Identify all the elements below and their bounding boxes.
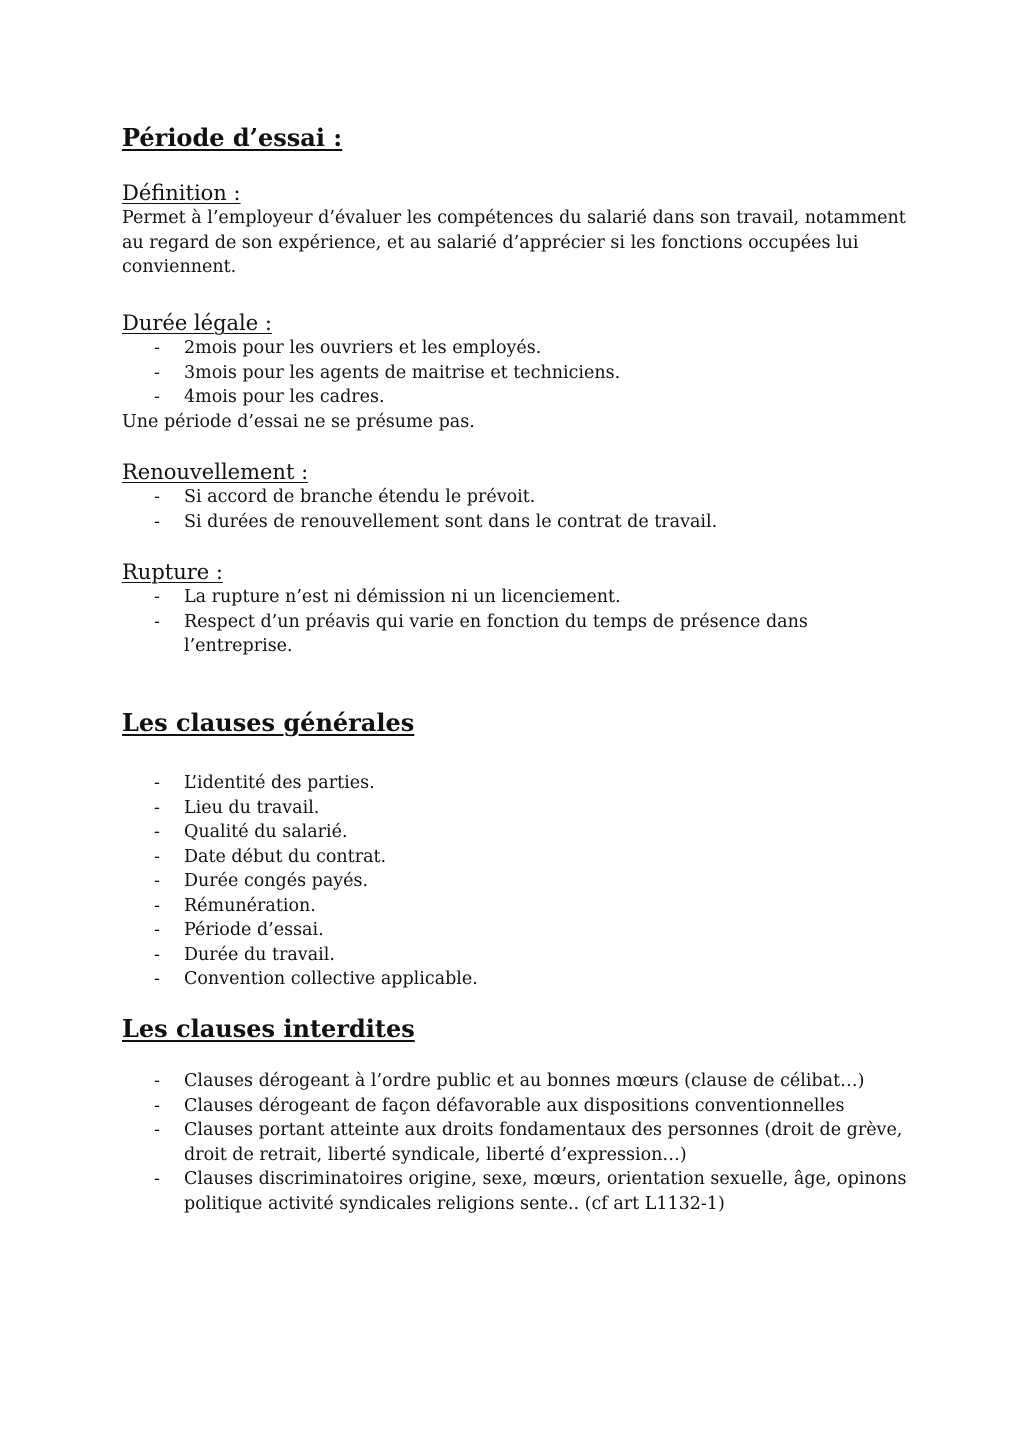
list-item-text: Clauses dérogeant de façon défavorable aux dispositions conventionnelles <box>184 1095 845 1116</box>
duree-heading: Durée légale : <box>122 311 272 335</box>
dash-marker: - <box>154 511 160 532</box>
dash-marker: - <box>154 773 160 793</box>
periode-essai-heading: Période d’essai : <box>122 123 343 152</box>
dash-marker: - <box>154 944 160 965</box>
definition-heading: Définition : <box>122 181 241 205</box>
list-item <box>122 1167 912 1216</box>
dash-marker: - <box>154 895 160 916</box>
list-item <box>122 1118 912 1167</box>
clauses-interdites-list <box>122 1069 912 1216</box>
dash-marker: - <box>154 871 160 891</box>
clauses-interdites-section <box>122 1014 912 1044</box>
list-item <box>122 796 912 821</box>
list-item-text: Durée du travail. <box>184 944 335 965</box>
rupture-subsection <box>122 559 912 659</box>
list-item <box>122 1094 912 1119</box>
dash-marker: - <box>154 1071 160 1091</box>
list-item-text: 4mois pour les cadres. <box>184 387 385 407</box>
list-item <box>122 845 912 870</box>
list-item-text: 2mois pour les ouvriers et les employés. <box>184 338 542 358</box>
renouvellement-heading: Renouvellement : <box>122 460 309 484</box>
dash-marker: - <box>154 1120 160 1140</box>
rupture-heading: Rupture : <box>122 560 223 584</box>
dash-marker: - <box>154 338 160 358</box>
list-item <box>122 943 912 968</box>
list-item <box>122 585 822 610</box>
definition-line: conviennent. <box>122 257 237 277</box>
list-item-text: Clauses discriminatoires origine, sexe, mœurs, orientation sexuelle, âge, opinons politique activité syndicales religions sente.. (cf art L1132-1) <box>184 1169 907 1214</box>
list-item-text: Clauses dérogeant à l’ordre public et au bonnes mœurs (clause de célibat…) <box>184 1071 865 1091</box>
list-item <box>122 869 912 894</box>
clauses-generales-heading: Les clauses générales <box>122 708 415 737</box>
duree-note: Une période d’essai ne se présume pas. <box>122 411 475 432</box>
list-item-text: Durée congés payés. <box>184 871 369 891</box>
rupture-list <box>122 585 822 659</box>
list-item <box>122 894 912 919</box>
clauses-interdites-heading: Les clauses interdites <box>122 1014 415 1043</box>
dash-marker: - <box>154 487 160 507</box>
dash-marker: - <box>154 1169 160 1189</box>
renouvellement-subsection <box>122 459 912 534</box>
list-item-text: Qualité du salarié. <box>184 822 348 842</box>
renouvellement-list <box>122 485 912 534</box>
list-item-text: Si accord de branche étendu le prévoit. <box>184 487 536 507</box>
list-item-text: La rupture n’est ni démission ni un licenciement. <box>184 587 621 607</box>
dash-marker: - <box>154 362 160 383</box>
list-item-text: Période d’essai. <box>184 920 324 940</box>
list-item <box>122 918 912 943</box>
list-item-text: Clauses portant atteinte aux droits fondamentaux des personnes (droit de grève, droit de retrait, liberté syndicale, liberté d’expression…) <box>184 1120 903 1165</box>
dash-marker: - <box>154 611 160 632</box>
list-item <box>122 336 912 361</box>
list-item <box>122 510 912 535</box>
dash-marker: - <box>154 387 160 407</box>
periode-essai-section <box>122 123 912 153</box>
list-item <box>122 361 912 386</box>
list-item <box>122 610 822 659</box>
list-item-text: L’identité des parties. <box>184 773 375 793</box>
list-item <box>122 385 912 410</box>
dash-marker: - <box>154 846 160 867</box>
list-item <box>122 485 912 510</box>
list-item-text: Rémunération. <box>184 895 316 916</box>
clauses-generales-list <box>122 771 912 992</box>
dash-marker: - <box>154 822 160 842</box>
list-item-text: Si durées de renouvellement sont dans le contrat de travail. <box>184 511 718 532</box>
list-item <box>122 820 912 845</box>
clauses-generales-section <box>122 708 912 738</box>
clauses-interdites-list-block <box>122 1069 912 1216</box>
dash-marker: - <box>154 587 160 607</box>
definition-line: Permet à l’employeur d’évaluer les compétences du salarié dans son travail, notamment <box>122 208 906 228</box>
dash-marker: - <box>154 797 160 818</box>
list-item <box>122 771 912 796</box>
list-item <box>122 967 912 992</box>
definition-subsection <box>122 180 912 280</box>
list-item-text: Lieu du travail. <box>184 797 320 818</box>
list-item-text: Respect d’un préavis qui varie en fonction du temps de présence dans l’entreprise. <box>184 611 808 656</box>
dash-marker: - <box>154 920 160 940</box>
list-item <box>122 1069 912 1094</box>
dash-marker: - <box>154 1095 160 1116</box>
dash-marker: - <box>154 969 160 989</box>
duree-list <box>122 336 912 410</box>
list-item-text: Date début du contrat. <box>184 846 387 867</box>
clauses-generales-list-block <box>122 771 912 992</box>
definition-text <box>122 206 912 280</box>
list-item-text: Convention collective applicable. <box>184 969 478 989</box>
duree-subsection <box>122 310 912 434</box>
list-item-text: 3mois pour les agents de maitrise et techniciens. <box>184 362 621 383</box>
definition-line: au regard de son expérience, et au salarié d’apprécier si les fonctions occupées lui <box>122 232 859 253</box>
